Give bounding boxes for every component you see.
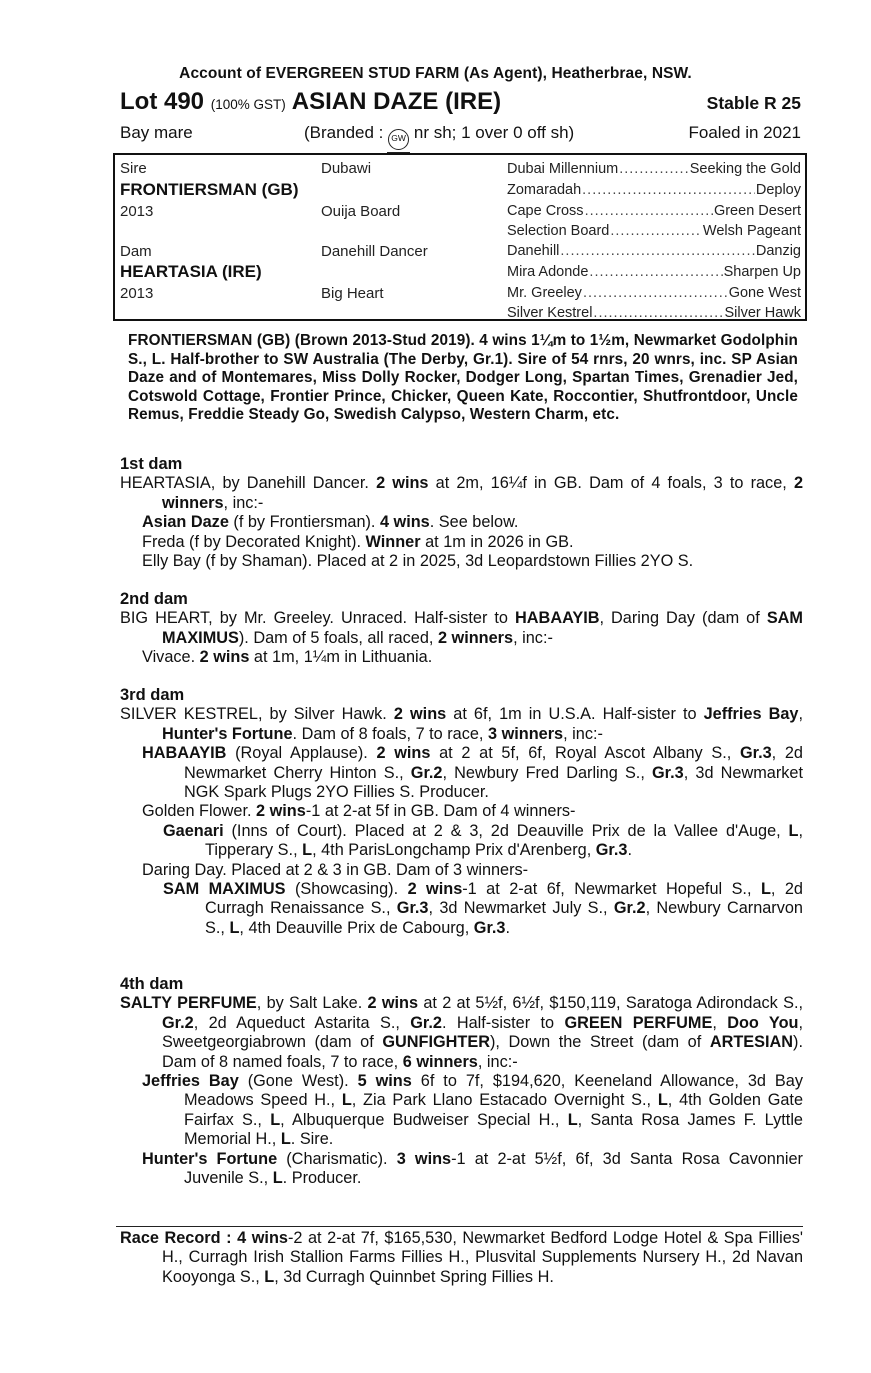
dam-name: HEARTASIA (IRE) (120, 262, 262, 281)
grandparent-row: Selection Board ..... Welsh Pageant (507, 223, 801, 242)
progeny-entry: Daring Day. Placed at 2 & 3 in GB. Dam of 3 winners- (142, 860, 529, 879)
race-record: Race Record : 4 wins-2 at 2-at 7f, $165,530, Newmarket Bedford Lodge Hotel & Spa Fillies' H., Curragh Irish Stallion Farms Fillies H., Plusvital Supplements Nursery H., 2d Navan Kooyonga S., L, 3d Curragh Quinnbet Spring Fillies H. (120, 1229, 803, 1286)
grandparent-row: Cape Cross ..... Green Desert (507, 203, 801, 222)
dam-paragraph: HEARTASIA, by Danehill Dancer. 2 wins at 2m, 16¼f in GB. Dam of 4 foals, 3 to race, 2 winners, inc:- (120, 474, 803, 512)
progeny-entry: Freda (f by Decorated Knight). Winner at 1m in 2026 in GB. (142, 532, 574, 551)
brand-prefix: (Branded : (304, 123, 384, 142)
grandparent-row: Dubai Millennium ..... Seeking the Gold (507, 161, 801, 180)
dam-paragraph: BIG HEART, by Mr. Greeley. Unraced. Half-sister to HABAAYIB, Daring Day (dam of SAM MAXIMUS). Dam of 5 foals, all raced, 2 winners, inc:- (120, 609, 803, 647)
first-dam-section (120, 455, 803, 571)
divider (116, 1226, 803, 1227)
dam-label: Dam (120, 243, 152, 260)
progeny-entry: Asian Daze (f by Frontiersman). 4 wins. See below. (142, 513, 519, 532)
sire-label: Sire (120, 160, 147, 177)
sire-year: 2013 (120, 203, 154, 220)
stable-location: Stable R 25 (706, 93, 801, 113)
horse-name: ASIAN DAZE (IRE) (291, 88, 502, 115)
vendor-account: Account of EVERGREEN STUD FARM (As Agent), Heatherbrae, NSW. (179, 65, 692, 82)
progeny-entry: Golden Flower. 2 wins-1 at 2-at 5f in GB. Dam of 4 winners- (142, 802, 576, 821)
brand-gw-icon: GW (388, 129, 409, 150)
sire-summary: FRONTIERSMAN (GB) (Brown 2013-Stud 2019). 4 wins 1¼m to 1½m, Newmarket Godolphin S., L. Half-brother to SW Australia (The Derby, Gr.1). Sire of 54 rnrs, 20 wnrs, inc. SP Asian Daze and of Montemares, Miss Dolly Rocker, Dodger Long, Spartan Times, Grenadier Jed, Cotswold Cottage, Frontier Prince, Chicker, Queen Kate, Roccontier, Shutfrontdoor, Uncle Remus, Freddie Steady Go, Swedish Calypso, Western Charm, etc. (128, 332, 798, 423)
section-heading: 1st dam (120, 455, 183, 473)
section-heading: 3rd dam (120, 686, 185, 704)
section-heading: 2nd dam (120, 590, 188, 608)
sire-name: FRONTIERSMAN (GB) (120, 180, 299, 199)
third-dam-section (120, 686, 803, 938)
lot-title (120, 88, 501, 116)
second-dam-section (120, 590, 803, 668)
lot-line (120, 88, 801, 118)
grand-progeny-entry: SAM MAXIMUS (Showcasing). 2 wins-1 at 2-at 6f, Newmarket Hopeful S., L, 2d Curragh Renaissance S., Gr.3, 3d Newmarket July S., Gr.2, Newbury Carnarvon S., L, 4th Deauville Prix de Cabourg, Gr.3. (163, 880, 803, 937)
grandparent-row: Zomaradah ..... Deploy (507, 182, 801, 201)
progeny-entry: HABAAYIB (Royal Applause). 2 wins at 2 at 5f, 6f, Royal Ascot Albany S., Gr.3, 2d Newmarket Cherry Hinton S., Gr.2, Newbury Fred Darling S., Gr.3, 3d Newmarket NGK Spark Plugs 2YO Fillies S. Producer. (142, 744, 803, 802)
dam-sire: Danehill Dancer (321, 243, 428, 260)
horse-details (120, 123, 801, 145)
progeny-entry: Vivace. 2 wins at 1m, 1¼m in Lithuania. (142, 648, 433, 667)
grandparent-row: Mr. Greeley ..... Gone West (507, 285, 801, 304)
progeny-entry: Hunter's Fortune (Charismatic). 3 wins-1 at 2-at 5½f, 6f, 3d Santa Rosa Cavonnier Juvenile S., L. Producer. (142, 1149, 803, 1188)
grandparent-row: Mira Adonde ..... Sharpen Up (507, 264, 801, 283)
dam-year: 2013 (120, 285, 154, 302)
grandparent-row: Silver Kestrel ..... Silver Hawk (507, 305, 801, 324)
gst-note: (100% GST) (210, 97, 286, 112)
grandparent-row: Danehill ..... Danzig (507, 243, 801, 262)
lot-number: Lot 490 (120, 88, 205, 115)
progeny-entry: Elly Bay (f by Shaman). Placed at 2 in 2025, 3d Leopardstown Fillies 2YO S. (142, 552, 694, 571)
fourth-dam-section (120, 975, 803, 1188)
brand-suffix: nr sh; 1 over 0 off sh) (413, 123, 575, 142)
sire-dam: Ouija Board (321, 203, 401, 220)
foaled-year: Foaled in 2021 (688, 123, 801, 142)
dam-paragraph: SILVER KESTREL, by Silver Hawk. 2 wins at 6f, 1m in U.S.A. Half-sister to Jeffries Bay, Hunter's Fortune. Dam of 8 foals, 7 to race, 3 winners, inc:- (120, 705, 803, 743)
pedigree-table (113, 153, 807, 321)
grand-progeny-entry: Gaenari (Inns of Court). Placed at 2 & 3, 2d Deauville Prix de la Vallee d'Auge, L, Tipperary S., L, 4th ParisLongchamp Prix d'Arenberg, Gr.3. (163, 821, 803, 860)
colour-sex: Bay mare (120, 123, 193, 142)
progeny-entry: Jeffries Bay (Gone West). 5 wins 6f to 7f, $194,620, Keeneland Allowance, 3d Bay Meadows Speed H., L, Zia Park Llano Estacado Overnight S., L, 4th Golden Gate Fairfax S., L, Albuquerque Budweiser Special H., L, Santa Rosa James F. Lyttle Memorial H., L. Sire. (142, 1072, 803, 1149)
brand-info (304, 123, 574, 150)
dam-paragraph: SALTY PERFUME, by Salt Lake. 2 wins at 2 at 5½f, 6½f, $150,119, Saratoga Adirondack S., Gr.2, 2d Aqueduct Astarita S., Gr.2. Half-sister to GREEN PERFUME, Doo You, Sweetgeorgiabrown (dam of GUNFIGHTER), Down the Street (dam of ARTESIAN). Dam of 8 named foals, 7 to race, 6 winners, inc:- (120, 994, 803, 1071)
dam-dam: Big Heart (321, 285, 384, 302)
section-heading: 4th dam (120, 975, 184, 993)
sire-sire: Dubawi (321, 160, 372, 177)
